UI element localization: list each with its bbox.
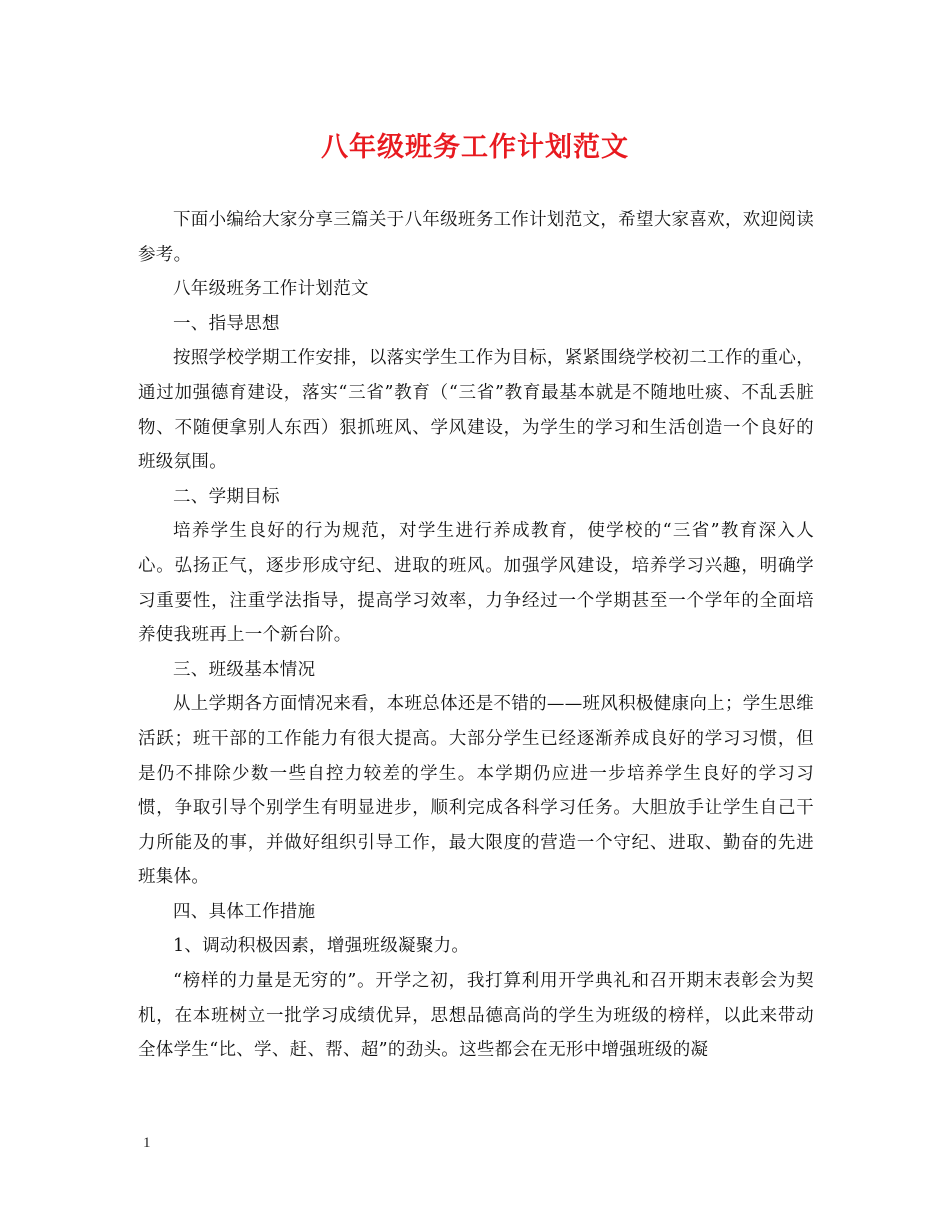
paragraph-guiding-thought: 按照学校学期工作安排，以落实学生工作为目标，紧紧围绕学校初二工作的重心，通过加强德育建设，落实“三省”教育（“三省”教育最基本就是不随地吐痰、不乱丢脏物、不随便拿别人东西）狠抓班风、学风建设，为学生的学习和生活创造一个良好的班级氛围。 <box>138 348 814 473</box>
section-heading-guiding-thought: 一、指导思想 <box>173 313 280 334</box>
paragraph-cohesion: “榜样的力量是无穷的”。开学之初，我打算利用开学典礼和召开期末表彰会为契机，在本班树立一批学习成绩优异，思想品德高尚的学生为班级的榜样，以此来带动全体学生“比、学、赶、帮、超”的劲头。这些都会在无形中增强班级的凝 <box>138 971 814 1061</box>
paragraph-class-situation: 从上学期各方面情况来看，本班总体还是不错的——班风积极健康向上；学生思维活跃；班干部的工作能力有很大提高。大部分学生已经逐渐养成良好的学习习惯，但是仍不排除少数一些自控力较差的学生。本学期仍应进一步培养学生良好的学习习惯，争取引导个别学生有明显进步，顺利完成各科学习任务。大胆放手让学生自己干力所能及的事，并做好组织引导工作，最大限度的营造一个守纪、进取、勤奋的先进班集体。 <box>138 694 814 888</box>
subtitle-paragraph: 八年级班务工作计划范文 <box>173 279 369 300</box>
section-heading-work-measures: 四、具体工作措施 <box>173 901 316 922</box>
intro-paragraph: 下面小编给大家分享三篇关于八年级班务工作计划范文，希望大家喜欢，欢迎阅读参考。 <box>138 210 814 265</box>
section-heading-term-goals: 二、学期目标 <box>173 486 280 507</box>
document-body <box>138 203 814 1068</box>
section-heading-class-situation: 三、班级基本情况 <box>173 659 316 680</box>
subsection-heading-cohesion: 1、调动积极因素，增强班级凝聚力。 <box>173 936 470 957</box>
page-number: 1 <box>143 1135 151 1151</box>
paragraph-term-goals: 培养学生良好的行为规范，对学生进行养成教育，使学校的“三省”教育深入人心。弘扬正气，逐步形成守纪、进取的班风。加强学风建设，培养学习兴趣，明确学习重要性，注重学法指导，提高学习效率，力争经过一个学期甚至一个学年的全面培养使我班再上一个新台阶。 <box>138 521 814 646</box>
document-title: 八年级班务工作计划范文 <box>321 132 629 163</box>
